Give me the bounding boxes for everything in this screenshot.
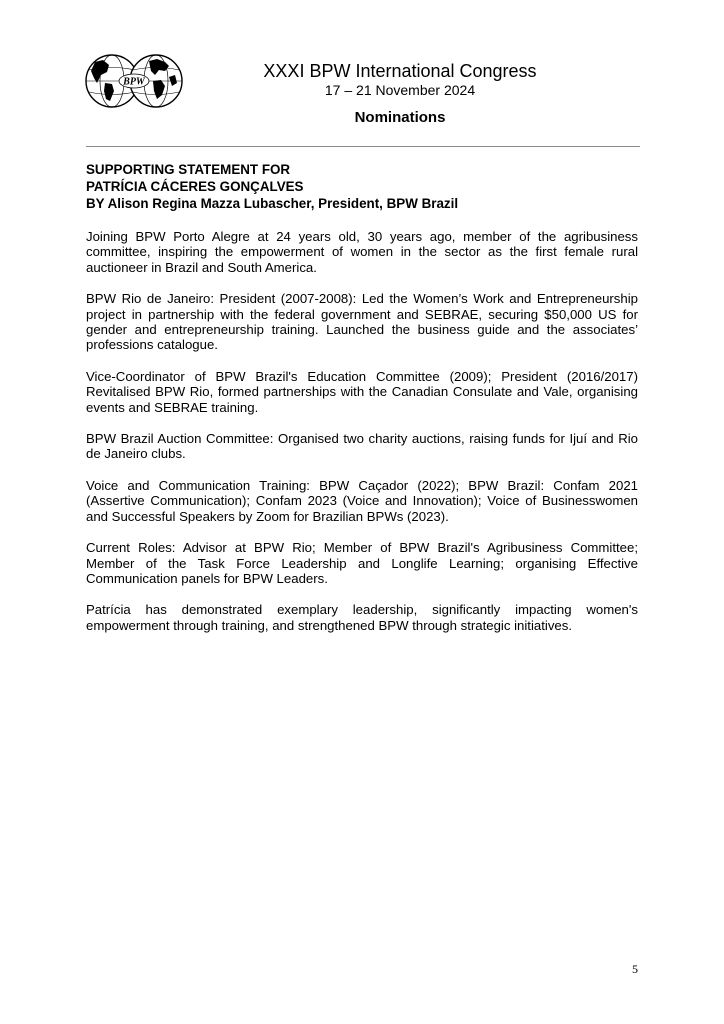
paragraph: Vice-Coordinator of BPW Brazil's Education Committee (2009); President (2016/2017) Revitalised BPW Rio, formed partnerships with the Canadian Consulate and Vale, organising events and SEBRAE training. bbox=[86, 368, 638, 415]
paragraph: BPW Brazil Auction Committee: Organised two charity auctions, raising funds for Ijuí and Rio de Janeiro clubs. bbox=[86, 431, 638, 462]
heading-line-2: PATRÍCIA CÁCERES GONÇALVES bbox=[86, 179, 304, 194]
statement-body bbox=[86, 229, 638, 649]
paragraph: Joining BPW Porto Alegre at 24 years old, 30 years ago, member of the agribusiness committee, inspiring the empowerment of women in the sector as the first female rural auctioneer in Brazil and South America. bbox=[86, 229, 638, 275]
heading-line-1: SUPPORTING STATEMENT FOR bbox=[86, 162, 291, 177]
section-title: Nominations bbox=[354, 109, 446, 126]
page-number: 5 bbox=[632, 962, 638, 976]
logo-text: BPW bbox=[123, 76, 145, 88]
document-header bbox=[200, 60, 600, 127]
heading-line-3: BY Alison Regina Mazza Lubascher, President, BPW Brazil bbox=[86, 196, 459, 211]
congress-dates: 17 – 21 November 2024 bbox=[324, 82, 476, 98]
paragraph: BPW Rio de Janeiro: President (2007-2008): Led the Women’s Work and Entrepreneurship project in partnership with the federal government and SEBRAE, securing $50,000 US for gender and entrepreneurship training. Launched the business guide and the associates’ professions catalogue. bbox=[86, 291, 638, 353]
paragraph: Current Roles: Advisor at BPW Rio; Member of BPW Brazil's Agribusiness Committee; Member of the Task Force Leadership and Longlife Learning; organising Effective Communication panels for BPW Leaders. bbox=[86, 540, 638, 586]
paragraph: Patrícia has demonstrated exemplary leadership, significantly impacting women's empowerment through training, and strengthened BPW through strategic initiatives. bbox=[86, 602, 638, 633]
bpw-logo bbox=[85, 53, 183, 109]
paragraph: Voice and Communication Training: BPW Caçador (2022); BPW Brazil: Confam 2021 (Assertive Communication); Confam 2023 (Voice and Innovation); Voice of Businesswomen and Successful Speakers by Zoom for Brazilian BPWs (2023). bbox=[86, 477, 638, 524]
congress-title: XXXI BPW International Congress bbox=[263, 61, 537, 81]
header-divider bbox=[86, 146, 640, 147]
statement-heading bbox=[86, 161, 638, 212]
